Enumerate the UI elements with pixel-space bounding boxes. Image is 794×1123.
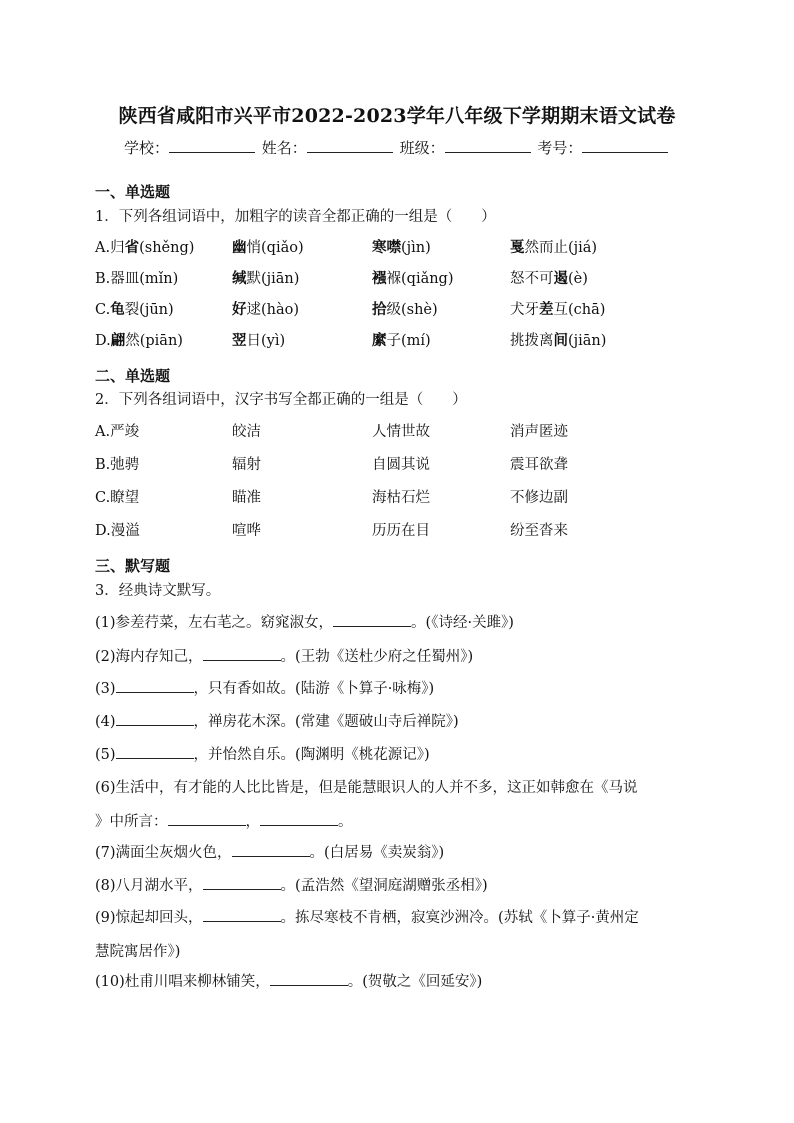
answer-blank[interactable] — [203, 877, 281, 890]
option-row — [95, 298, 715, 318]
school-label: 学校： — [124, 139, 170, 157]
dictation-text: (1)参差荇菜，左右芼之。窈窕淑女， — [95, 615, 334, 631]
option-cell: 自圆其说 — [372, 457, 430, 473]
option-cell — [232, 329, 285, 350]
dictation-text: 。(《诗经·关雎》) — [411, 615, 514, 631]
option-cell: 人情世故 — [372, 424, 430, 440]
name-label: 姓名： — [261, 139, 307, 157]
option-cell — [232, 298, 299, 319]
dictation-item — [95, 810, 353, 831]
option-cell — [232, 267, 299, 288]
option-text: 然(piān) — [125, 333, 183, 349]
option-text: 省 — [124, 239, 140, 256]
option-cell: A.严竣 — [95, 424, 140, 440]
dictation-text: (8)八月湖水平， — [95, 878, 203, 894]
option-row — [95, 453, 715, 473]
dictation-item — [95, 940, 180, 961]
option-text: 翩 — [110, 332, 126, 349]
school-blank — [169, 137, 255, 153]
question-3-stem: 3．经典诗文默写。 — [95, 583, 221, 599]
exam-title: 陕西省咸阳市兴平市2022-2023学年八年级下学期期末语文试卷 — [118, 105, 676, 127]
dictation-text: (5) — [95, 747, 116, 763]
class-label: 班级： — [399, 139, 445, 157]
option-text: 挑拨离 — [510, 333, 554, 349]
dictation-text: (3) — [95, 681, 116, 697]
option-cell — [510, 329, 606, 350]
option-text: 然而止(jiá) — [524, 240, 598, 256]
option-text: 日(yì) — [246, 333, 286, 349]
dictation-text: 。拣尽寒枝不肯栖，寂寞沙洲冷。(苏轼《卜算子·黄州定 — [280, 910, 639, 926]
option-text: 怒不可 — [510, 271, 554, 287]
answer-blank[interactable] — [270, 973, 348, 986]
option-text: (mǐn) — [139, 271, 179, 287]
dictation-text: ，禅房花木深。(常建《题破山寺后禅院》) — [193, 714, 459, 730]
dictation-item — [95, 874, 488, 895]
option-cell — [95, 267, 178, 288]
dictation-text: 》中所言： — [95, 814, 168, 830]
option-cell: 消声匿迹 — [510, 424, 568, 440]
option-text: C. — [95, 302, 111, 318]
answer-blank[interactable] — [260, 813, 338, 826]
option-text: (jìn) — [401, 240, 431, 256]
number-label: 考号： — [537, 139, 583, 157]
dictation-item — [95, 841, 444, 862]
dictation-text: ， — [245, 814, 260, 830]
option-cell: 辐射 — [232, 457, 261, 473]
dictation-item — [95, 611, 514, 632]
answer-blank[interactable] — [232, 844, 310, 857]
option-text: 逑(hào) — [246, 302, 300, 318]
option-text: 戛 — [510, 239, 525, 256]
option-row — [95, 267, 715, 287]
option-row — [95, 519, 715, 539]
dictation-text: 慧院寓居作》) — [95, 944, 181, 960]
option-cell — [510, 298, 605, 319]
dictation-text: 。 — [338, 814, 353, 830]
dictation-item — [95, 710, 459, 731]
option-text: 缄 — [232, 270, 247, 287]
option-cell: 海枯石烂 — [372, 490, 430, 506]
option-cell — [510, 267, 588, 288]
dictation-text: (2)海内存知己， — [95, 649, 203, 665]
option-text: 襁 — [372, 270, 387, 287]
option-text: 寒噤 — [372, 239, 401, 256]
dictation-text: 。(白居易《卖炭翁》) — [309, 845, 445, 861]
answer-blank[interactable] — [116, 746, 194, 759]
option-cell: 震耳欲聋 — [510, 457, 568, 473]
class-blank — [445, 137, 531, 153]
dictation-text: (6)生活中，有才能的人比比皆是，但是能慧眼识人的人并不多，这正如韩愈在《马说 — [95, 780, 638, 796]
option-cell — [95, 298, 174, 319]
option-text: B.器皿 — [95, 271, 140, 287]
option-text: 好 — [232, 301, 247, 318]
option-text: 间 — [553, 332, 568, 349]
answer-blank[interactable] — [116, 713, 194, 726]
option-cell — [510, 236, 597, 257]
question-1-stem: 1．下列各组词语中，加粗字的读音全都正确的一组是（ ） — [95, 209, 496, 225]
option-row — [95, 486, 715, 506]
dictation-item — [95, 906, 639, 927]
answer-blank[interactable] — [116, 680, 194, 693]
dictation-item — [95, 645, 473, 666]
dictation-text: 。(贺敬之《回延安》) — [347, 974, 483, 990]
dictation-text: ，只有香如故。(陆游《卜算子·咏梅》) — [193, 681, 435, 697]
question-2-stem: 2．下列各组词语中，汉字书写全都正确的一组是（ ） — [95, 392, 467, 408]
option-cell — [95, 329, 183, 350]
option-text: 悄(qiǎo) — [246, 240, 304, 256]
name-blank — [307, 137, 393, 153]
option-text: 遏 — [553, 270, 568, 287]
answer-blank[interactable] — [203, 909, 281, 922]
answer-blank[interactable] — [203, 648, 281, 661]
option-text: 縻 — [372, 332, 387, 349]
dictation-item — [95, 776, 638, 797]
option-text: D. — [95, 333, 111, 349]
option-cell — [372, 298, 438, 319]
option-text: (jiān) — [568, 333, 607, 349]
option-text: 褓(qiǎng) — [386, 271, 454, 287]
option-text: 龟 — [110, 301, 125, 318]
dictation-text: 。(孟浩然《望洞庭湖赠张丞相》) — [280, 878, 488, 894]
dictation-text: (10)杜甫川唱来柳林铺笑， — [95, 974, 270, 990]
option-cell: 不修边副 — [510, 490, 568, 506]
option-cell: 瞄准 — [232, 490, 261, 506]
answer-blank[interactable] — [333, 614, 411, 627]
option-text: 差 — [539, 301, 554, 318]
option-cell: 喧哗 — [232, 523, 261, 539]
option-text: 互(chā) — [553, 302, 606, 318]
dictation-text: (4) — [95, 714, 116, 730]
option-cell: B.弛骋 — [95, 457, 140, 473]
option-cell — [372, 267, 454, 288]
number-blank — [582, 137, 668, 153]
option-text: 幽 — [232, 239, 247, 256]
option-row — [95, 329, 715, 349]
option-cell — [372, 329, 431, 350]
option-text: 默(jiān) — [246, 271, 300, 287]
option-row — [95, 420, 715, 440]
section-1-heading: 一、单选题 — [95, 183, 171, 201]
dictation-text: 。(王勃《送杜少府之任蜀州》) — [280, 649, 474, 665]
option-cell — [372, 236, 431, 257]
student-info-line — [124, 137, 670, 158]
dictation-text: ，并怡然自乐。(陶渊明《桃花源记》) — [193, 747, 430, 763]
option-text: 拾 — [372, 301, 387, 318]
section-2-heading: 二、单选题 — [95, 367, 171, 385]
option-cell — [95, 236, 194, 257]
option-text: 翌 — [232, 332, 247, 349]
option-cell: C.瞭望 — [95, 490, 140, 506]
option-cell: 纷至沓来 — [510, 523, 568, 539]
answer-blank[interactable] — [168, 813, 246, 826]
option-text: 裂(jūn) — [124, 302, 174, 318]
option-text: A.归 — [95, 240, 125, 256]
section-3-heading: 三、默写题 — [95, 557, 171, 575]
option-text: 犬牙 — [510, 302, 539, 318]
dictation-text: (9)惊起却回头， — [95, 910, 203, 926]
option-cell: D.漫溢 — [95, 523, 140, 539]
option-cell: 皎洁 — [232, 424, 261, 440]
option-cell — [232, 236, 304, 257]
option-cell: 历历在目 — [372, 523, 430, 539]
option-text: (shěng) — [139, 240, 195, 256]
dictation-text: (7)满面尘灰烟火色， — [95, 845, 232, 861]
option-text: (è) — [568, 271, 588, 287]
option-row — [95, 236, 715, 256]
option-text: 子(mí) — [386, 333, 431, 349]
dictation-item — [95, 677, 434, 698]
dictation-item — [95, 970, 482, 991]
option-text: 级(shè) — [386, 302, 438, 318]
dictation-item — [95, 743, 430, 764]
